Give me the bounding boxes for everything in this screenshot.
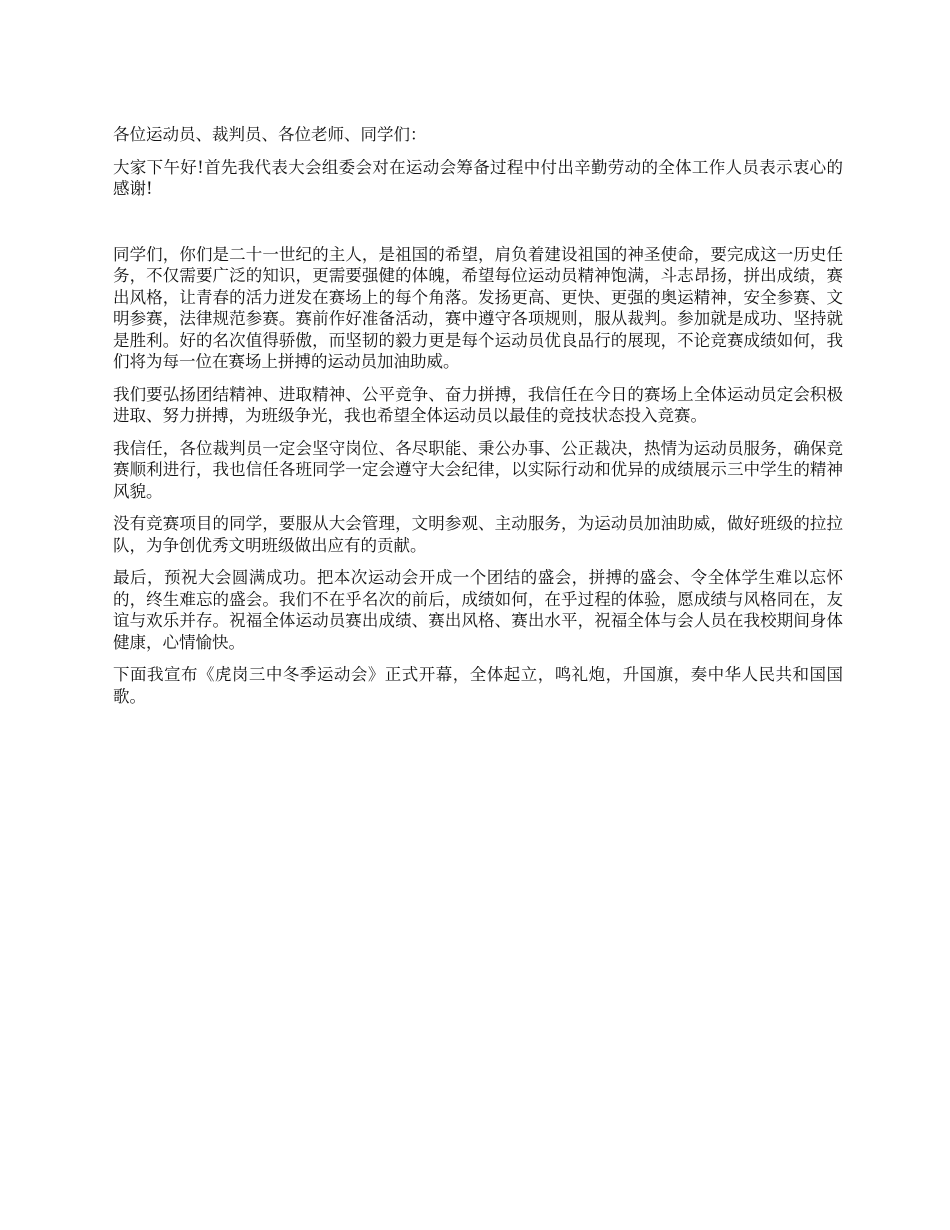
paragraph-spirit: 我们要弘扬团结精神、进取精神、公平竞争、奋力拼搏，我信任在今日的赛场上全体运动员定会积极进取、努力拼搏，为班级争光，我也希望全体运动员以最佳的竞技状态投入竞赛。 bbox=[113, 384, 843, 425]
document-body bbox=[113, 124, 843, 707]
paragraph-students: 同学们，你们是二十一世纪的主人，是祖国的希望，肩负着建设祖国的神圣使命，要完成这一历史任务，不仅需要广泛的知识，更需要强健的体魄，希望每位运动员精神饱满，斗志昂扬，拼出成绩，赛出风格，让青春的活力迸发在赛场上的每个角落。发扬更高、更快、更强的奥运精神，安全参赛、文明参赛，法律规范参赛。赛前作好准备活动，赛中遵守各项规则，服从裁判。参加就是成功、坚持就是胜利。好的名次值得骄傲，而坚韧的毅力更是每个运动员优良品行的展现，不论竞赛成绩如何，我们将为每一位在赛场上拼搏的运动员加油助威。 bbox=[113, 244, 843, 371]
paragraph-spectators: 没有竞赛项目的同学，要服从大会管理，文明参观、主动服务，为运动员加油助威，做好班级的拉拉队，为争创优秀文明班级做出应有的贡献。 bbox=[113, 514, 843, 555]
greeting-paragraph: 大家下午好!首先我代表大会组委会对在运动会筹备过程中付出辛勤劳动的全体工作人员表示衷心的感谢! bbox=[113, 157, 843, 198]
paragraph-referees: 我信任，各位裁判员一定会坚守岗位、各尽职能、秉公办事、公正裁决，热情为运动员服务，确保竞赛顺利进行，我也信任各班同学一定会遵守大会纪律，以实际行动和优异的成绩展示三中学生的精神风貌。 bbox=[113, 438, 843, 501]
paragraph-opening-declaration: 下面我宣布《虎岗三中冬季运动会》正式开幕，全体起立，鸣礼炮，升国旗，奏中华人民共和国国歌。 bbox=[113, 665, 843, 706]
paragraph-closing: 最后，预祝大会圆满成功。把本次运动会开成一个团结的盛会，拼搏的盛会、令全体学生难以忘怀的，终生难忘的盛会。我们不在乎名次的前后，成绩如何，在乎过程的体验，愿成绩与风格同在，友谊与欢乐并存。祝福全体运动员赛出成绩、赛出风格、赛出水平，祝福全体与会人员在我校期间身体健康，心情愉快。 bbox=[113, 568, 843, 652]
salutation: 各位运动员、裁判员、各位老师、同学们： bbox=[113, 125, 427, 144]
